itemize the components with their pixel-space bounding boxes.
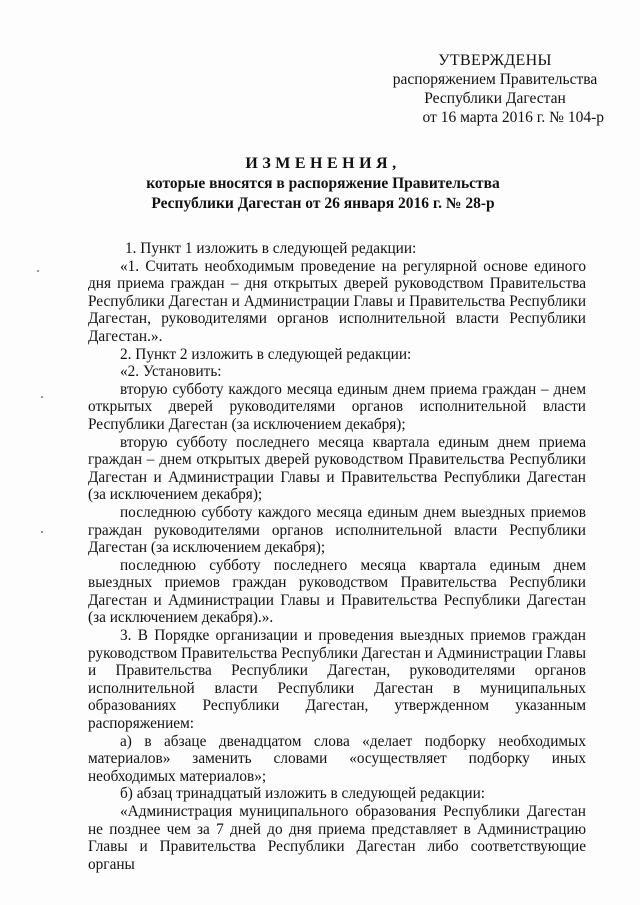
paragraph: вторую субботу каждого месяца единым днем приема граждан – днем открытых дверей руководителями органов исполнительной власти Республики Дагестан (за исключением декабря);	[88, 380, 586, 433]
paragraph: а) в абзаце двенадцатом слова «делает подборку необходимых материалов» заменить словами «осуществляет подборку иных необходимых материалов»;	[88, 732, 586, 785]
paragraph: вторую субботу последнего месяца квартала единым днем приема граждан – днем открытых дверей руководством Правительства Республики Дагестан и Администрации Главы и Правительства Республики Дагестан (за исключением декабря);	[88, 433, 586, 504]
title-subtitle-2: Республики Дагестан от 26 января 2016 г. № 28-р	[151, 195, 495, 212]
paragraph: 3. В Порядке организации и проведения выездных приемов граждан руководством Правительства Республики Дагестан и Администрации Главы и Правительства Республики Дагестан, руководителями органов исполнительной власти Республики Дагестан в муниципальных образованиях Республики Дагестан, утвержденном указанным распоряжением:	[88, 627, 586, 733]
paragraph: б) абзац тринадцатый изложить в следующей редакции:	[120, 785, 486, 803]
paragraph: последнюю субботу каждого месяца единым днем выездных приемов граждан руководителями органов исполнительной власти Республики Дагестан (за исключением декабря);	[88, 503, 586, 557]
paragraph: «2. Установить:	[120, 363, 222, 381]
paragraph: последнюю субботу последнего месяца квартала единым днем выездных приемов граждан руководством Правительства Республики Дагестан и Администрации Главы и Правительства Республики Дагестан (за исключением декабря).».	[88, 556, 586, 627]
paragraph: 1. Пункт 1 изложить в следующей редакции:	[125, 240, 417, 257]
title-main: ИЗМЕНЕНИЯ,	[245, 155, 401, 172]
approval-line-2: Республики Дагестан	[424, 90, 566, 107]
scan-speck	[41, 531, 43, 533]
paragraph: 2. Пункт 2 изложить в следующей редакции:	[120, 345, 412, 363]
paragraph: «Администрация муниципального образования Республики Дагестан не позднее чем за 7 дней до дня приема представляет в Администрацию Главы и Правительства Республики Дагестан либо соответствующие органы	[88, 803, 586, 873]
scan-speck	[37, 270, 39, 272]
document-title	[88, 154, 558, 214]
title-subtitle-1: которые вносятся в распоряжение Правительства	[146, 175, 500, 192]
document-body	[88, 240, 586, 873]
scan-speck	[41, 396, 43, 398]
approval-heading: УТВЕРЖДЕНЫ	[438, 52, 552, 69]
approval-line-1: распоряжением Правительства	[392, 71, 598, 88]
approval-date: от 16 марта 2016 г. № 104-р	[422, 109, 604, 126]
approval-stamp	[380, 51, 610, 127]
paragraph: «1. Считать необходимым проведение на регулярной основе единого дня приема граждан – дня открытых дверей руководством Правительства Республики Дагестан и Администрации Главы и Правительства Республики Дагестан, руководителями органов исполнительной власти Республики Дагестан.».	[88, 257, 586, 345]
